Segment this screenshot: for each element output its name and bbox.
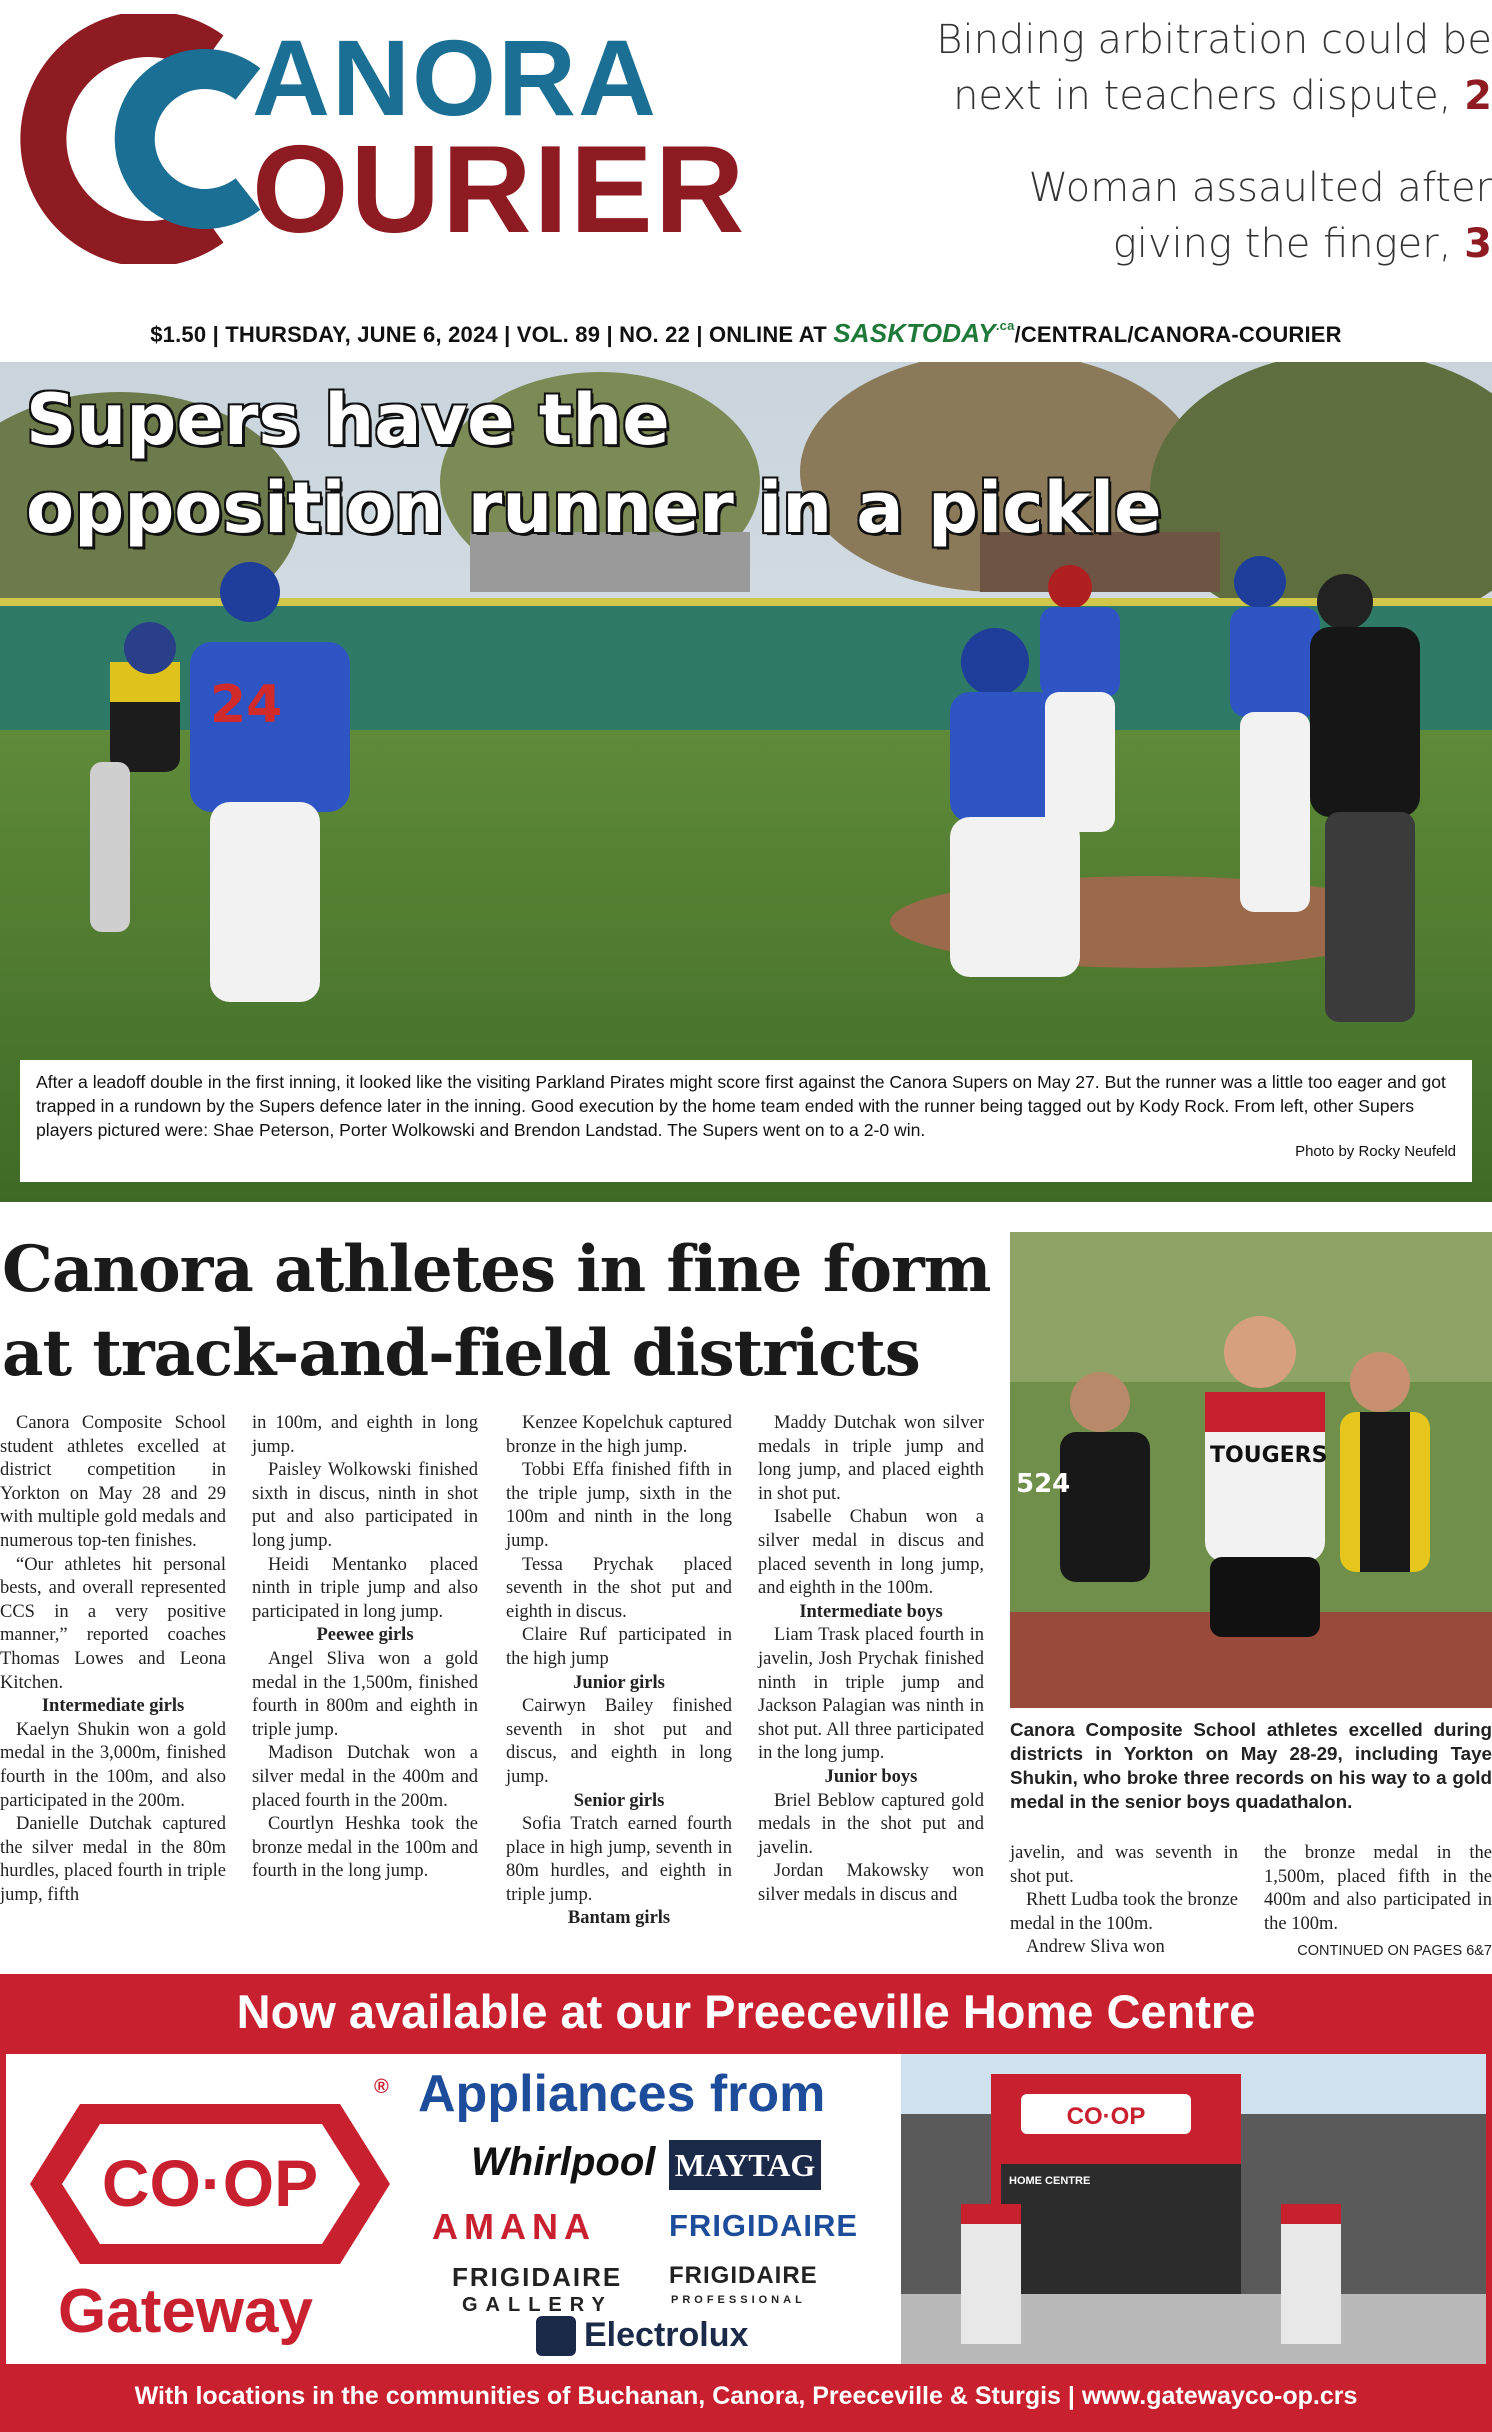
teaser-page-number: 2	[1464, 73, 1492, 119]
track-photo-caption: Canora Composite School athletes excelled during districts in Yorkton on May 28-29, including Taye Shukin, who broke three records on his way to a gold medal in the senior boys quadathalon.	[1010, 1719, 1492, 1812]
track-photo	[1010, 1232, 1492, 1708]
sasktoday-logo[interactable]: SASKTODAY	[833, 318, 996, 348]
story-paragraph: Maddy Dutchak won silver medals in triple jump and long jump, and placed eighth in shot put.	[758, 1413, 984, 1504]
story-paragraph: Madison Dutchak won a silver medal in the 400m and placed fourth in the 200m.	[252, 1743, 478, 1811]
frigidaire-gallery-logo: FRIGIDAIRE	[452, 2262, 623, 2292]
teaser-line: giving the finger,	[1112, 221, 1452, 267]
story-paragraph: Claire Ruf participated in the high jump	[506, 1625, 732, 1669]
umpire	[1310, 574, 1420, 1022]
story-paragraph: Danielle Dutchak captured the silver medal in the 80m hurdles, placed fourth in triple jump, fifth	[0, 1814, 226, 1905]
story-subhead: Intermediate girls	[41, 1696, 185, 1717]
story-paragraph: Tessa Prychak placed seventh in the shot put and eighth in discus.	[506, 1554, 732, 1622]
teaser-page-number: 3	[1464, 221, 1492, 267]
continued-notice[interactable]: CONTINUED ON PAGES 6&7	[1297, 1943, 1492, 1960]
electrolux-icon	[536, 2316, 576, 2356]
home-centre-text: HOME CENTRE	[1009, 2175, 1091, 2187]
story-paragraph: Sofia Tratch earned fourth place in high jump, seventh in 80m hurdles, and eighth in triple jump.	[506, 1814, 732, 1905]
masthead	[0, 0, 1492, 350]
ad-title: Now available at our Preeceville Home Centre	[236, 1985, 1256, 2038]
story-paragraph: Angel Sliva won a gold medal in the 1,500m, finished fourth in 800m and eighth in triple jump.	[252, 1648, 478, 1740]
frigidaire-professional-sub: PROFESSIONAL	[671, 2294, 806, 2306]
story-paragraph: Paisley Wolkowski finished sixth in discus, ninth in shot put and also participated in long jump.	[252, 1460, 478, 1551]
ad-footer: With locations in the communities of Buchanan, Canora, Preeceville & Sturgis | www.gatewayco-op.crs	[134, 2382, 1358, 2410]
issue-info: $1.50 | THURSDAY, JUNE 6, 2024 | VOL. 89 | NO. 22 | ONLINE AT	[150, 322, 834, 347]
teaser-line: next in teachers dispute,	[953, 73, 1452, 119]
appliances-heading: Appliances from	[418, 2065, 826, 2123]
teaser-line: Woman assaulted after	[1028, 165, 1492, 211]
story-column-3	[506, 1412, 732, 1931]
story-paragraph: Rhett Ludba took the bronze medal in the 100m.	[1010, 1890, 1238, 1934]
story-paragraph: Cairwyn Bailey finished seventh in shot put and discus, and eighth in long jump.	[506, 1696, 732, 1787]
teaser-assault[interactable]	[932, 160, 1492, 272]
story-headline-line: Canora athletes in fine form	[2, 1232, 991, 1307]
story-paragraph: Canora Composite School student athletes excelled at district competition in Yorkton on May 28 and 29 with multiple gold medals and numerous top-ten finishes.	[0, 1413, 226, 1551]
story-paragraph: in 100m, and eighth in long jump.	[252, 1413, 478, 1457]
hero-headline	[26, 376, 1162, 552]
hero-headline-line: Supers have the	[26, 379, 670, 461]
teaser-arbitration[interactable]	[932, 12, 1492, 124]
story-paragraph: the bronze medal in the 1,500m, placed fifth in the 400m and also participated in the 100m.	[1264, 1843, 1492, 1934]
story-paragraph: Andrew Sliva won	[1026, 1937, 1165, 1958]
frigidaire-gallery-sub: GALLERY	[462, 2294, 613, 2316]
story-column-2	[252, 1412, 478, 1884]
story-paragraph: Isabelle Chabun won a silver medal in discus and placed seventh in long jump, and eighth in the 100m.	[758, 1507, 984, 1599]
story-paragraph: Liam Trask placed fourth in javelin, Josh Prychak finished ninth in triple jump and Jackson Palagian was ninth in shot put. All three participated in the long jump.	[758, 1625, 984, 1764]
story-paragraph: javelin, and was seventh in shot put.	[1010, 1843, 1238, 1887]
story-subhead: Peewee girls	[316, 1625, 414, 1646]
gateway-wordmark: Gateway	[58, 2277, 314, 2346]
pitcher	[1230, 556, 1320, 912]
story-column-4	[758, 1412, 984, 1907]
hero-caption-text: After a leadoff double in the first inning, it looked like the visiting Parkland Pirates might score first against the Canora Supers on May 27. But the runner was a little too eager and got trapped in a rundown by the Supers defence later in the inning. Good execution by the home team ended with the runner being tagged out by Kody Rock. From left, other Supers players pictured were: Shae Peterson, Porter Wolkowski and Brendon Landstad. The Supers went on to a 2-0 win.	[36, 1072, 1446, 1140]
story-subhead: Junior girls	[573, 1672, 665, 1693]
teaser-line: Binding arbitration could be	[936, 17, 1492, 63]
story-column-5	[1010, 1842, 1238, 1960]
story-subhead: Junior boys	[824, 1766, 918, 1787]
frigidaire-professional-logo: FRIGIDAIRE	[669, 2262, 818, 2289]
registered-mark: ®	[374, 2076, 389, 2098]
logo-word-canora: ANORA	[252, 17, 658, 138]
whirlpool-logo: Whirlpool	[471, 2140, 656, 2184]
story-paragraph: “Our athletes hit personal bests, and overall represented CCS in a very positive manner,” reported coaches Thomas Lowes and Leona Kitchen.	[0, 1554, 226, 1693]
frigidaire-logo: FRIGIDAIRE	[669, 2208, 859, 2243]
coop-logo	[20, 2084, 400, 2284]
jersey-number: 24	[210, 675, 283, 735]
story-column-1	[0, 1412, 226, 1907]
ad-body	[6, 2054, 1486, 2364]
story-paragraph: Heidi Mentanko placed ninth in triple jump and also participated in long jump.	[252, 1554, 478, 1622]
story-paragraph: Kenzee Kopelchuk captured bronze in the high jump.	[506, 1413, 732, 1457]
coop-logo-text: CO·OP	[101, 2146, 319, 2220]
story-paragraph: Briel Beblow captured gold medals in the shot put and javelin.	[758, 1790, 984, 1858]
story-headline[interactable]	[2, 1228, 992, 1396]
store-photo	[901, 2054, 1486, 2364]
story-headline-line: at track-and-field districts	[2, 1316, 920, 1391]
issue-info-bar	[0, 318, 1492, 349]
story-paragraph: Jordan Makowsky won silver medals in discus and	[758, 1861, 984, 1905]
amana-logo: AMANA	[432, 2206, 596, 2247]
hero-photo-caption	[20, 1060, 1472, 1182]
story-paragraph: Kaelyn Shukin won a gold medal in the 3,000m, finished fourth in the 100m, and also participated in the 200m.	[0, 1719, 226, 1811]
maytag-logo: MAYTAG	[669, 2140, 821, 2190]
track-runners-illustration	[1010, 1232, 1492, 1708]
sasktoday-tld: .ca	[995, 318, 1015, 333]
bib-number: 524	[1016, 1469, 1071, 1499]
story-subhead: Intermediate boys	[799, 1601, 943, 1622]
story-subhead: Bantam girls	[567, 1908, 671, 1929]
story-subhead: Senior girls	[573, 1790, 665, 1811]
electrolux-logo: Electrolux	[584, 2316, 749, 2354]
store-sign-text: CO·OP	[1066, 2103, 1146, 2130]
story-paragraph: Courtlyn Heshka took the bronze medal in the 100m and fourth in the long jump.	[252, 1814, 478, 1882]
coop-advertisement[interactable]	[0, 1974, 1492, 2432]
hero-headline-line: opposition runner in a pickle	[26, 467, 1162, 549]
jersey-text: TOUGERS	[1210, 1443, 1328, 1468]
photo-credit: Photo by Rocky Neufeld	[1295, 1143, 1456, 1160]
story-column-6	[1264, 1842, 1492, 1964]
logo-word-courier: OURIER	[252, 121, 747, 259]
story-paragraph: Tobbi Effa finished fifth in the triple jump, sixth in the 100m and ninth in the long jump.	[506, 1460, 732, 1551]
online-url[interactable]: /CENTRAL/CANORA-COURIER	[1014, 322, 1342, 347]
